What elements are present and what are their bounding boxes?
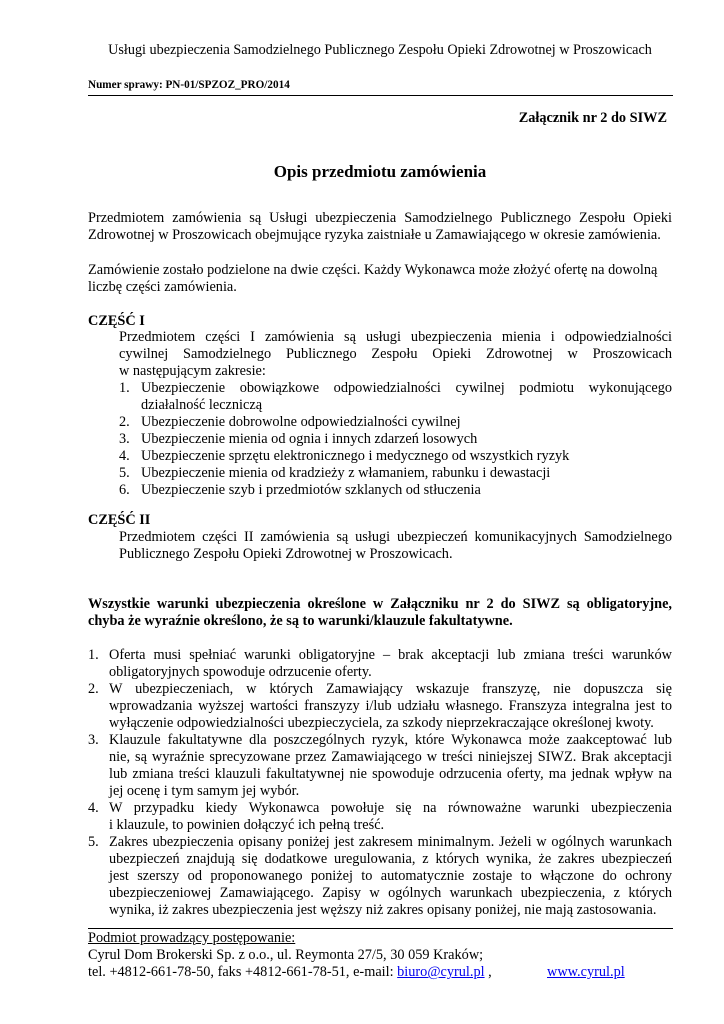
list-item: 4. W przypadku kiedy Wykonawca powołuje się na równoważne warunki ubezpieczenia i klauzule, to powinien dołączyć ich pełną treść. <box>88 800 672 833</box>
case-number: Numer sprawy: PN-01/SPZOZ_PRO/2014 <box>88 79 290 91</box>
intro-p2-line2: liczbę części zamówienia. <box>88 279 237 295</box>
running-header: Usługi ubezpieczenia Samodzielnego Publicznego Zespołu Opieki Zdrowotnej w Proszowicach <box>108 42 652 58</box>
part2-description <box>119 529 672 563</box>
conditions-note: Wszystkie warunki ubezpieczenia określone w Załączniku nr 2 do SIWZ są obligatoryjne, chyba że wyraźnie określono, że są to warunki/klauzule fakultatywne. <box>88 596 672 629</box>
intro-p1-line1: Przedmiotem zamówienia są Usługi ubezpieczenia Samodzielnego Publicznego Zespołu Opieki <box>88 210 672 226</box>
part2-desc-line2: Publicznego Zespołu Opieki Zdrowotnej w Proszowicach. <box>119 546 453 562</box>
list-item: 1. Ubezpieczenie obowiązkowe odpowiedzialności cywilnej podmiotu wykonującego działalność leczniczą <box>119 380 672 413</box>
footer-separator: , <box>484 964 492 980</box>
list-item: 3. Ubezpieczenie mienia od ognia i innych zdarzeń losowych <box>119 431 478 447</box>
part1-description <box>119 329 672 380</box>
list-item: 2. W ubezpieczeniach, w których Zamawiający wskazuje franszyzę, nie dopuszcza się wprowadzania wyższej wartości franszyzy i/lub udziału własnego. Franszyza integralna jest to wyłączenie odpowiedzialności ubezpieczyciela, za szkody nieprzekraczające określonej kwoty. <box>88 681 672 731</box>
footer-label: Podmiot prowadzący postępowanie: <box>88 930 296 946</box>
attachment-label: Załącznik nr 2 do SIWZ <box>518 110 667 126</box>
footer-contact <box>88 964 492 981</box>
part2-heading: CZĘŚĆ II <box>88 512 151 528</box>
intro-p2-line1: Zamówienie zostało podzielone na dwie części. Każdy Wykonawca może złożyć ofertę na dowolną <box>88 262 658 278</box>
part1-desc-line3: w następującym zakresie: <box>119 363 266 379</box>
list-item: 4. Ubezpieczenie sprzętu elektronicznego i medycznego od wszystkich ryzyk <box>119 448 570 464</box>
part1-desc-line2: cywilnej Samodzielnego Publicznego Zespołu Opieki Zdrowotnej w Proszowicach <box>119 346 672 362</box>
list-item: 2. Ubezpieczenie dobrowolne odpowiedzialności cywilnej <box>119 414 461 430</box>
conditions-list <box>88 647 672 919</box>
footer-address: Cyrul Dom Brokerski Sp. z o.o., ul. Reymonta 27/5, 30 059 Kraków; <box>88 947 484 963</box>
footer-divider <box>88 928 673 929</box>
website-link[interactable]: www.cyrul.pl <box>547 964 625 980</box>
header-divider <box>88 95 673 96</box>
part1-desc-line1: Przedmiotem części I zamówienia są usługi ubezpieczenia mienia i odpowiedzialności <box>119 329 672 345</box>
page-title: Opis przedmiotu zamówienia <box>273 162 487 181</box>
footer-contact-text: tel. +4812-661-78-50, faks +4812-661-78-51, e-mail: <box>88 964 398 980</box>
email-link[interactable]: biuro@cyrul.pl <box>397 964 485 980</box>
intro-p1-line2: Zdrowotnej w Proszowicach obejmujące ryzyka zaistniałe u Zamawiającego w okresie zamówienia. <box>88 227 661 243</box>
part2-desc-line1: Przedmiotem części II zamówienia są usługi ubezpieczeń komunikacyjnych Samodzielnego <box>119 529 672 545</box>
list-item: 3. Klauzule fakultatywne dla poszczególnych ryzyk, które Wykonawca może zaakceptować lub nie, są wyraźnie sprecyzowane przez Zamawiającego w treści niniejszej SIWZ. Brak akceptacji lub zmiana treści klauzuli fakultatywnej nie spowoduje odrzucenia oferty, ma jednak wpływ na jej ocenę i tym samym jej wybór. <box>88 732 672 799</box>
list-item: 5. Zakres ubezpieczenia opisany poniżej jest zakresem minimalnym. Jeżeli w ogólnych warunkach ubezpieczeń znajdują się dodatkowe uregulowania, z których wynika, że zakres ubezpieczeń jest szerszy od proponowanego poniżej to automatycznie zostaje to włączone do ochrony ubezpieczeniowej Zamawiającego. Zapisy w ogólnych warunkach ubezpieczenia, z których wynika, iż zakres ubezpieczenia jest węższy niż zakres opisany poniżej, nie mają zastosowania. <box>88 834 672 918</box>
part1-heading: CZĘŚĆ I <box>88 313 145 329</box>
part1-scope-list <box>119 380 672 499</box>
list-item: 5. Ubezpieczenie mienia od kradzieży z włamaniem, rabunku i dewastacji <box>119 465 551 481</box>
list-item: 1. Oferta musi spełniać warunki obligatoryjne – brak akceptacji lub zmiana treści warunków obligatoryjnych spowoduje odrzucenie oferty. <box>88 647 672 680</box>
list-item: 6. Ubezpieczenie szyb i przedmiotów szklanych od stłuczenia <box>119 482 481 498</box>
